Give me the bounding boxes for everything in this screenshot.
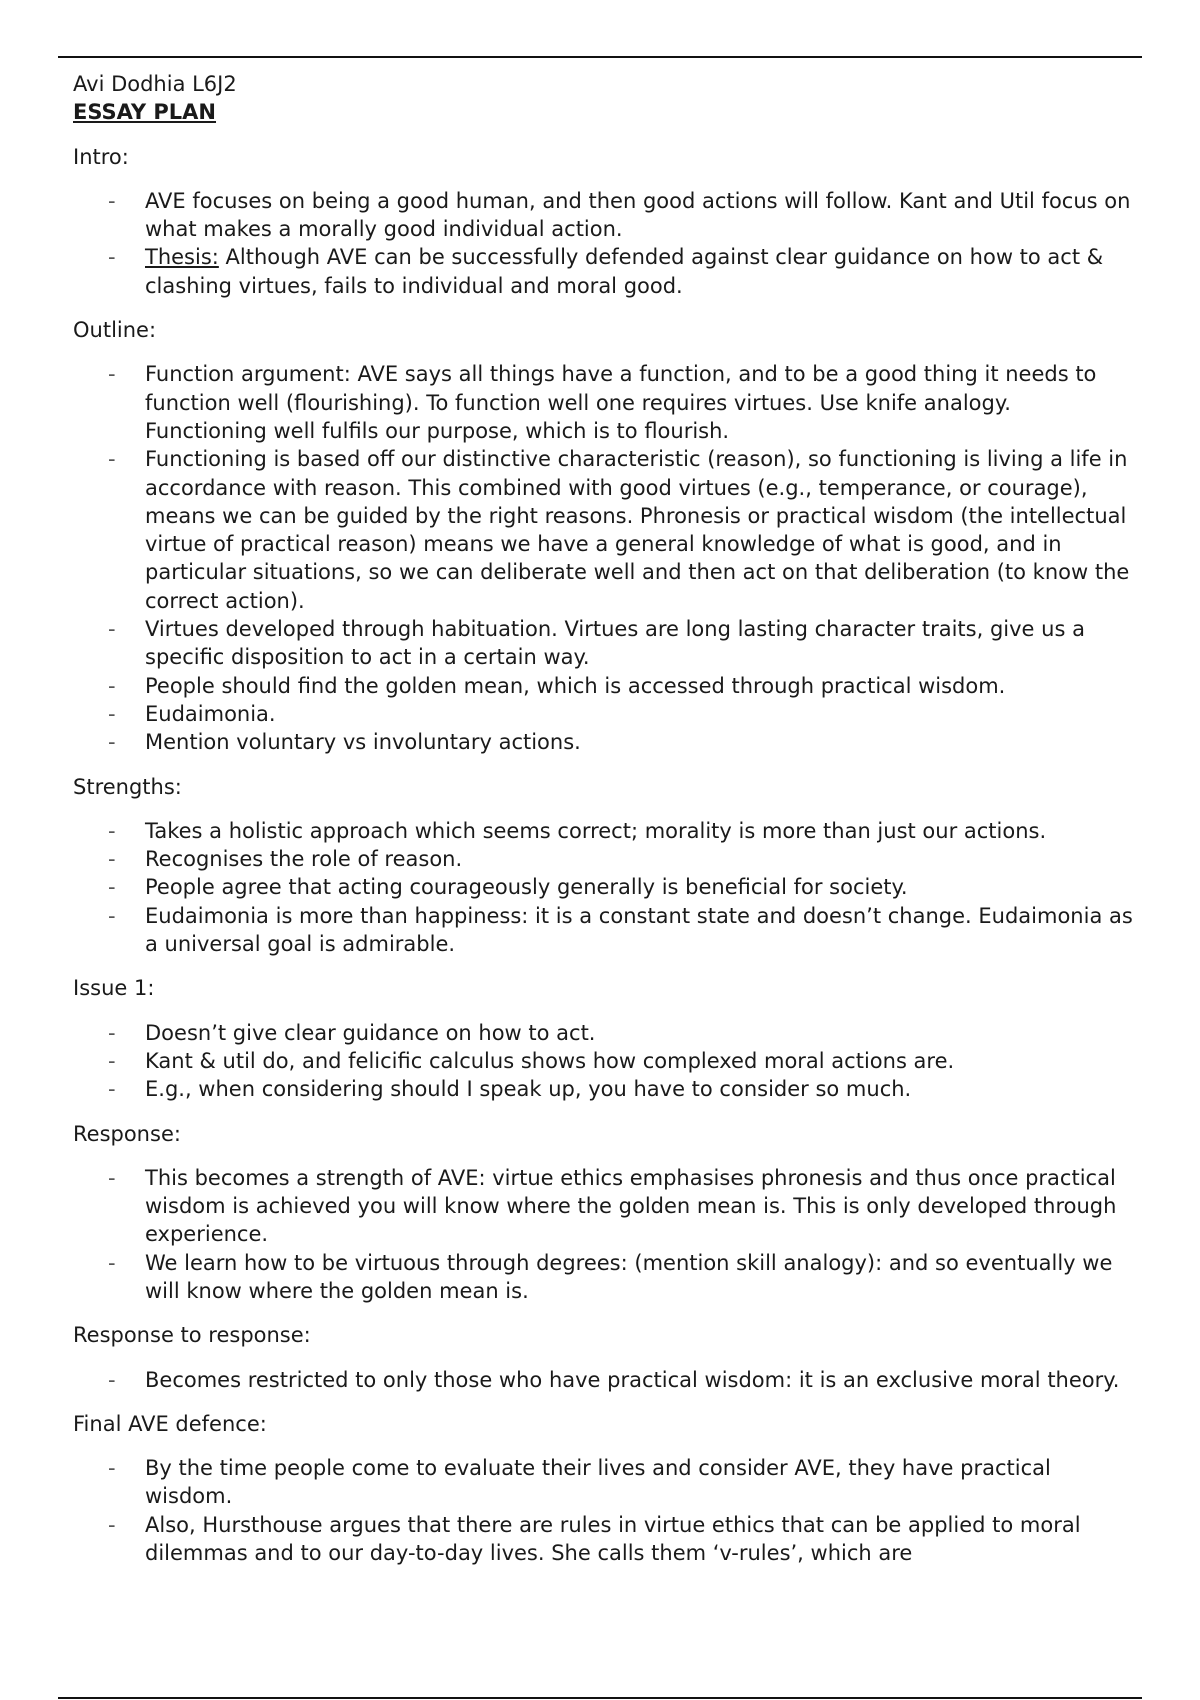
bullet-marker: - [108, 617, 116, 642]
list-item [73, 1047, 1133, 1075]
list-item [73, 700, 1133, 728]
thesis-label: Thesis: [145, 245, 219, 270]
list-item-text: Function argument: AVE says all things have a function, and to be a good thing it needs to function well (flourishing). To function well one requires virtues. Use knife analogy. Functioning well fulfils our purpose, which is to flourish. [145, 362, 1097, 443]
section-heading-response-to-response: Response to response: [73, 1323, 311, 1348]
bullet-marker: - [108, 188, 116, 213]
list-item-text: People agree that acting courageously generally is beneficial for society. [145, 875, 908, 900]
list-item [73, 902, 1133, 959]
list-item [73, 445, 1133, 615]
list-item [73, 1454, 1133, 1511]
final-defence-list [73, 1454, 1133, 1567]
bullet-marker: - [108, 701, 116, 726]
list-item [73, 360, 1133, 445]
section-heading-intro: Intro: [73, 144, 129, 169]
top-rule [58, 56, 1142, 58]
list-item-text: Although AVE can be successfully defended against clear guidance on how to act & clashing virtues, fails to individual and moral good. [145, 245, 1104, 298]
list-item [73, 1019, 1133, 1047]
section-heading-strengths: Strengths: [73, 774, 182, 799]
list-item-text: Virtues developed through habituation. Virtues are long lasting character traits, give us a specific disposition to act in a certain way. [145, 617, 1085, 670]
bullet-marker: - [108, 903, 116, 928]
list-item-text: We learn how to be virtuous through degrees: (mention skill analogy): and so eventually we will know where the golden mean is. [145, 1250, 1113, 1303]
bullet-marker: - [108, 1020, 116, 1045]
list-item [73, 1366, 1133, 1394]
response-list [73, 1164, 1133, 1305]
list-item-text: AVE focuses on being a good human, and then good actions will follow. Kant and Util focus on what makes a morally good individual action. [145, 188, 1131, 242]
section-heading-response: Response: [73, 1121, 181, 1146]
bullet-marker: - [108, 447, 116, 472]
list-item-text: Kant & util do, and felicific calculus shows how complexed moral actions are. [145, 1048, 955, 1073]
bullet-marker: - [108, 245, 116, 270]
bullet-marker: - [108, 875, 116, 900]
section-heading-outline: Outline: [73, 318, 157, 343]
bottom-rule [58, 1697, 1142, 1699]
list-item-text: This becomes a strength of AVE: virtue ethics emphasises phronesis and thus once practical wisdom is achieved you will know where the golden mean is. This is only developed through experience. [145, 1165, 1117, 1247]
list-item [73, 728, 1133, 756]
bullet-marker: - [108, 730, 116, 755]
list-item-text: Doesn’t give clear guidance on how to act. [145, 1020, 596, 1045]
bullet-marker: - [108, 673, 116, 698]
document-body [73, 70, 1133, 1567]
list-item-text: Recognises the role of reason. [145, 847, 463, 872]
response-to-response-list [73, 1366, 1133, 1394]
bullet-marker: - [108, 362, 116, 387]
list-item [73, 243, 1133, 300]
bullet-marker: - [108, 1512, 116, 1537]
bullet-marker: - [108, 1077, 116, 1102]
issue-1-list [73, 1019, 1133, 1104]
list-item [73, 1164, 1133, 1249]
bullet-marker: - [108, 1250, 116, 1275]
list-item-text: E.g., when considering should I speak up, you have to consider so much. [145, 1077, 912, 1102]
bullet-marker: - [108, 1367, 116, 1392]
bullet-marker: - [108, 1048, 116, 1073]
list-item [73, 817, 1133, 845]
outline-list [73, 360, 1133, 756]
bullet-marker: - [108, 1456, 116, 1481]
list-item [73, 873, 1133, 901]
list-item-text: People should find the golden mean, which is accessed through practical wisdom. [145, 673, 1006, 698]
list-item-text: Functioning is based off our distinctive characteristic (reason), so functioning is living a life in accordance with reason. This combined with good virtues (e.g., temperance, or courage), means we can be guided by the right reasons. Phronesis or practical wisdom (the intellectual virtue of practical reason) means we have a general knowledge of what is good, and in particular situations, so we can deliberate well and then act on that deliberation (to know the correct action). [145, 447, 1130, 613]
bullet-marker: - [108, 1165, 116, 1190]
intro-list [73, 187, 1133, 300]
document-title: ESSAY PLAN [73, 100, 217, 125]
list-item [73, 615, 1133, 672]
list-item-text: Eudaimonia. [145, 701, 276, 726]
list-item [73, 1249, 1133, 1306]
list-item-text: Becomes restricted to only those who have practical wisdom: it is an exclusive moral theory. [145, 1367, 1120, 1392]
section-heading-final-defence: Final AVE defence: [73, 1411, 267, 1436]
bullet-marker: - [108, 847, 116, 872]
list-item-text: Takes a holistic approach which seems correct; morality is more than just our actions. [145, 818, 1047, 843]
section-heading-issue-1: Issue 1: [73, 976, 155, 1001]
list-item-text: Mention voluntary vs involuntary actions. [145, 730, 581, 755]
author-line: Avi Dodhia L6J2 [73, 72, 237, 96]
list-item [73, 845, 1133, 873]
list-item-text: Also, Hursthouse argues that there are rules in virtue ethics that can be applied to moral dilemmas and to our day-to-day lives. She calls them ‘v-rules’, which are [145, 1512, 1081, 1566]
list-item-text: Eudaimonia is more than happiness: it is a constant state and doesn’t change. Eudaimonia as a universal goal is admirable. [145, 903, 1133, 957]
list-item [73, 1075, 1133, 1103]
list-item [73, 187, 1133, 244]
bullet-marker: - [108, 818, 116, 843]
list-item [73, 672, 1133, 700]
strengths-list [73, 817, 1133, 958]
list-item-text: By the time people come to evaluate their lives and consider AVE, they have practical wisdom. [145, 1456, 1051, 1509]
list-item [73, 1511, 1133, 1568]
